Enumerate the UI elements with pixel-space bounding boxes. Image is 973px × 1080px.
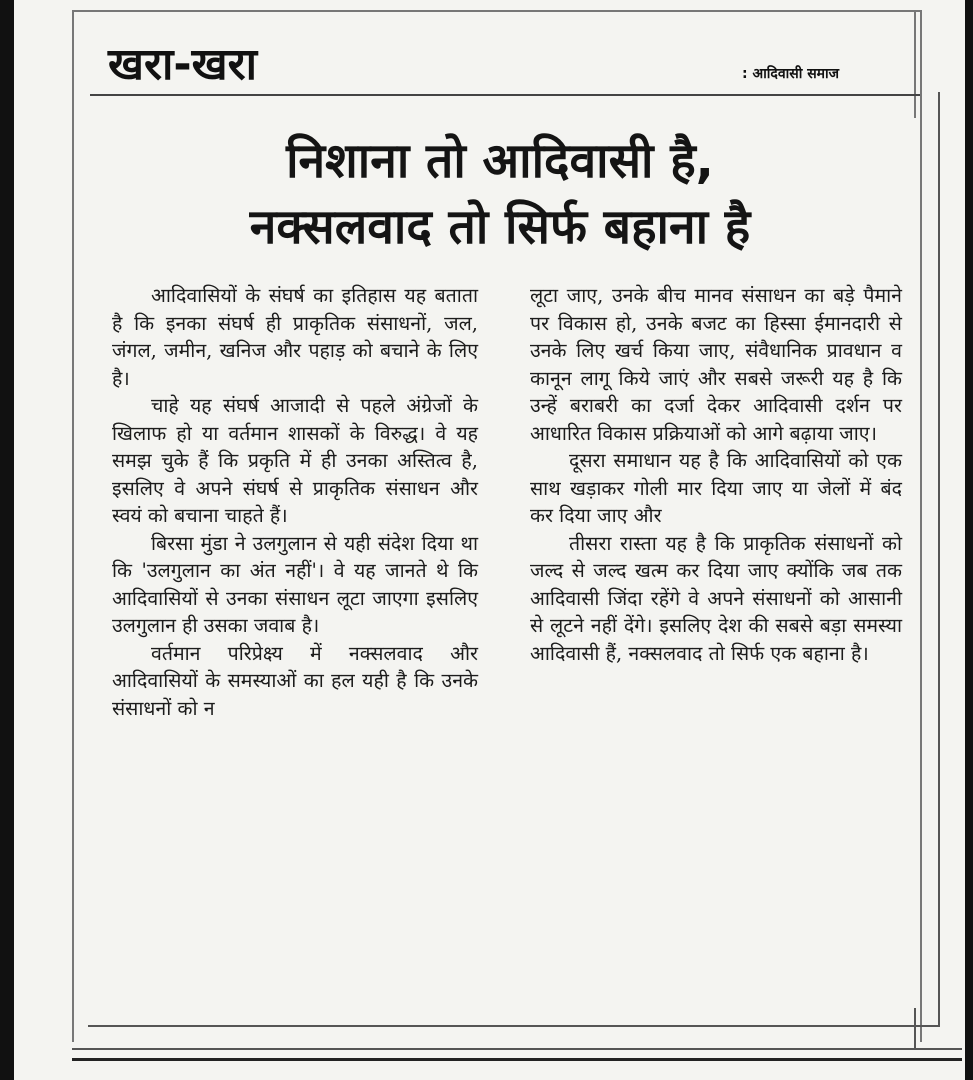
column-title: खरा-खरा: [108, 39, 258, 90]
paragraph: लूटा जाए, उनके बीच मानव संसाधन का बड़े पैमाने पर विकास हो, उनके बजट का हिस्सा ईमानदारी से उनके लिए खर्च किया जाए, संवैधानिक प्रावधान व कानून लागू किये जाएं और सबसे जरूरी यह है कि उन्हें बराबरी का दर्जा देकर आदिवासी दर्शन पर आधारित विकास प्रक्रियाओं को आगे बढ़ाया जाए।: [530, 284, 902, 445]
headline-line-2: नक्सलवाद तो सिर्फ बहाना है: [249, 199, 751, 255]
frame-corner-mark-bottom: [914, 1008, 916, 1050]
article-column-left: [112, 282, 478, 722]
article-column-right: [530, 282, 902, 667]
paragraph: चाहे यह संघर्ष आजादी से पहले अंग्रेजों के खिलाफ हो या वर्तमान शासकों के विरुद्ध। वे यह समझ चुके हैं कि प्रकृति में ही उनका अस्तित्व है, इसलिए वे अपने संघर्ष से प्राकृतिक संसाधन और स्वयं को बचाना चाहते हैं।: [112, 394, 478, 527]
right-black-border: [965, 0, 973, 1080]
paragraph: तीसरा रास्ता यह है कि प्राकृतिक संसाधनों को जल्द से जल्द खत्म कर दिया जाए क्योंकि जब तक आदिवासी जिंदा रहेंगे वे अपने संसाधनों को आसानी से लूटने नहीं देंगे। इसलिए देश की सबसे बड़ा समस्या आदिवासी हैं, नक्सलवाद तो सिर्फ एक बहाना है।: [530, 531, 902, 665]
article-headline: [120, 128, 880, 260]
column-title-rule: [90, 94, 920, 96]
paragraph: बिरसा मुंडा ने उलगुलान से यही संदेश दिया था कि 'उलगुलान का अंत नहीं'। वे यह जानते थे कि आदिवासियों से उनका संसाधन लूटा जाएगा इसलिए उलगुलान ही उसका जवाब है।: [112, 531, 478, 637]
frame-corner-mark-top: [914, 10, 916, 118]
bottom-rule-thick: [72, 1058, 962, 1061]
headline-line-1: निशाना तो आदिवासी है,: [286, 133, 714, 189]
paragraph: वर्तमान परिप्रेक्ष्य में नक्सलवाद और आदिवासियों के समस्याओं का हल यही है कि उनके संसाधनों को न: [112, 641, 478, 720]
paragraph: दूसरा समाधान यह है कि आदिवासियों को एक साथ खड़ाकर गोली मार दिया जाए या जेलों में बंद कर दिया जाए और: [530, 449, 902, 527]
left-black-border: [0, 0, 14, 1080]
column-source: : आदिवासी समाज: [742, 66, 840, 82]
paragraph: आदिवासियों के संघर्ष का इतिहास यह बताता है कि इनका संघर्ष ही प्राकृतिक संसाधनों, जल, जंगल, जमीन, खनिज और पहाड़ को बचाने के लिए है।: [112, 284, 478, 390]
bottom-rule-thin: [72, 1048, 962, 1050]
